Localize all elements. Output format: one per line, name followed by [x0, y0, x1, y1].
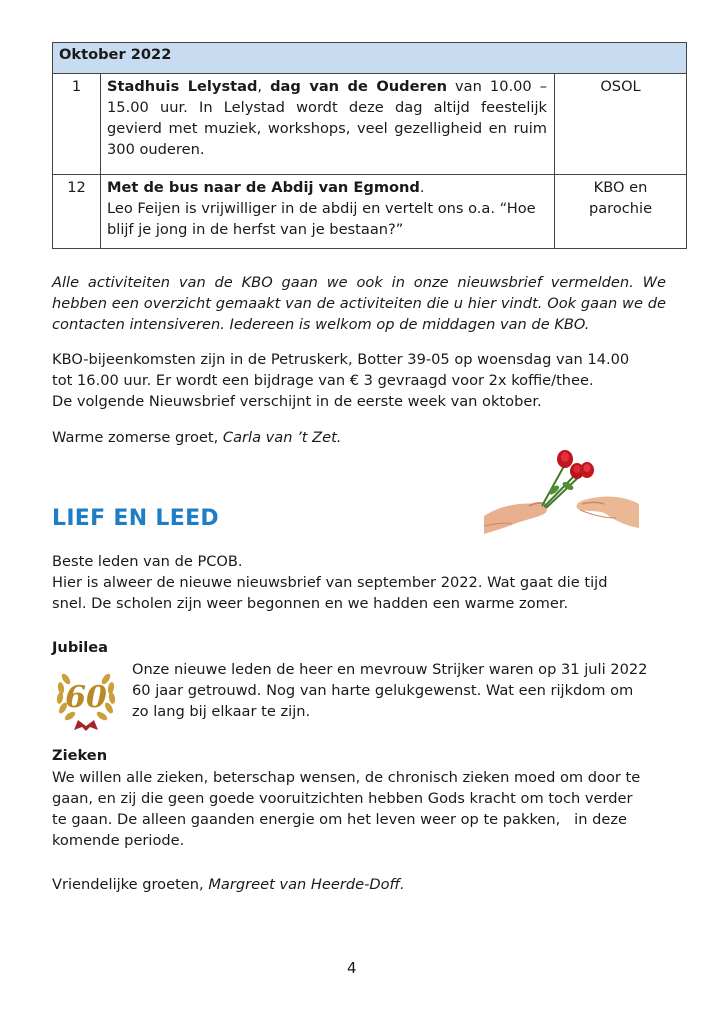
jubilea-heading: Jubilea	[52, 639, 109, 656]
row-number: 1	[71, 78, 82, 95]
zieken-text: We willen alle zieken, beterschap wensen, de chronisch zieken moed om door te gaan, en zij die geen goede vooruitzichten hebben Gods kracht om toch verder te gaan. De alleen gaanden energie om het leven weer op te pakken, in deze komende periode.	[52, 769, 641, 849]
row-title: Stadhuis Lelystad	[107, 78, 258, 95]
jubilea-text: Onze nieuwe leden de heer en mevrouw Strijker waren op 31 juli 2022 60 jaar getrouwd. Nog van harte gelukgewenst. Wat een rijkdom om zo lang bij elkaar te zijn.	[132, 661, 648, 720]
anniversary-60-badge	[50, 660, 122, 732]
row-title: Met de bus naar de Abdij van Egmond	[107, 179, 420, 196]
section-title: LIEF EN LEED	[52, 506, 219, 531]
zieken-heading: Zieken	[52, 747, 108, 764]
row-organizer: OSOL	[600, 78, 641, 95]
row-description: Stadhuis Lelystad, dag van de Ouderen van 10.00 – 15.00 uur. In Lelystad wordt deze dag altijd feestelijk gevierd met muziek, workshops, veel gezelligheid en ruim 300 ouderen.	[101, 74, 555, 175]
page-number: 4	[347, 959, 357, 977]
table-header	[53, 43, 687, 74]
row-title: dag van de Ouderen	[270, 78, 447, 95]
table-header-text: Oktober 2022	[59, 46, 172, 63]
roses-hands-image	[484, 444, 639, 544]
intro-text: Beste leden van de PCOB. Hier is alweer de nieuwe nieuwsbrief van september 2022. Wat gaat die tijd snel. De scholen zijn weer begonnen en we hadden een warme zomer.	[52, 553, 608, 612]
meeting-info: KBO-bijeenkomsten zijn in de Petruskerk, Botter 39-05 op woensdag van 14.00 tot 16.00 uur. Er wordt een bijdrage van € 3 gevraagd voor 2x koffie/thee. De volgende Nieuwsbrief verschijnt in de eerste week van oktober.	[52, 351, 630, 410]
greeting-margreet: Vriendelijke groeten, Margreet van Heerde-Doff.	[52, 876, 405, 893]
kbo-paragraph: Alle activiteiten van de KBO gaan we ook in onze nieuwsbrief vermelden. We hebben een overzicht gemaakt van de activiteiten die u hier vindt. Ook gaan we de contacten intensiveren. Iedereen is welkom op de middagen van de KBO.	[52, 274, 666, 333]
row-number: 12	[67, 179, 86, 196]
table-row	[53, 175, 687, 249]
events-table	[52, 42, 687, 249]
greeting-carla: Warme zomerse groet, Carla van ’t Zet.	[52, 429, 342, 446]
badge-number: 60	[65, 680, 107, 715]
row-organizer: KBO en parochie	[588, 179, 653, 217]
row-description: Met de bus naar de Abdij van Egmond. Leo Feijen is vrijwilliger in de abdij en vertelt ons o.a. “Hoe blijf je jong in de herfst van je bestaan?”	[101, 175, 555, 249]
row-text: van 10.00 – 15.00 uur. In Lelystad wordt deze dag altijd feestelijk gevierd met muziek, workshops, veel gezelligheid en ruim 300 ouderen.	[107, 78, 548, 158]
row-text: Leo Feijen is vrijwilliger in de abdij en vertelt ons o.a. “Hoe blijf je jong in de herfst van je bestaan?”	[107, 200, 536, 238]
table-row	[53, 74, 687, 175]
